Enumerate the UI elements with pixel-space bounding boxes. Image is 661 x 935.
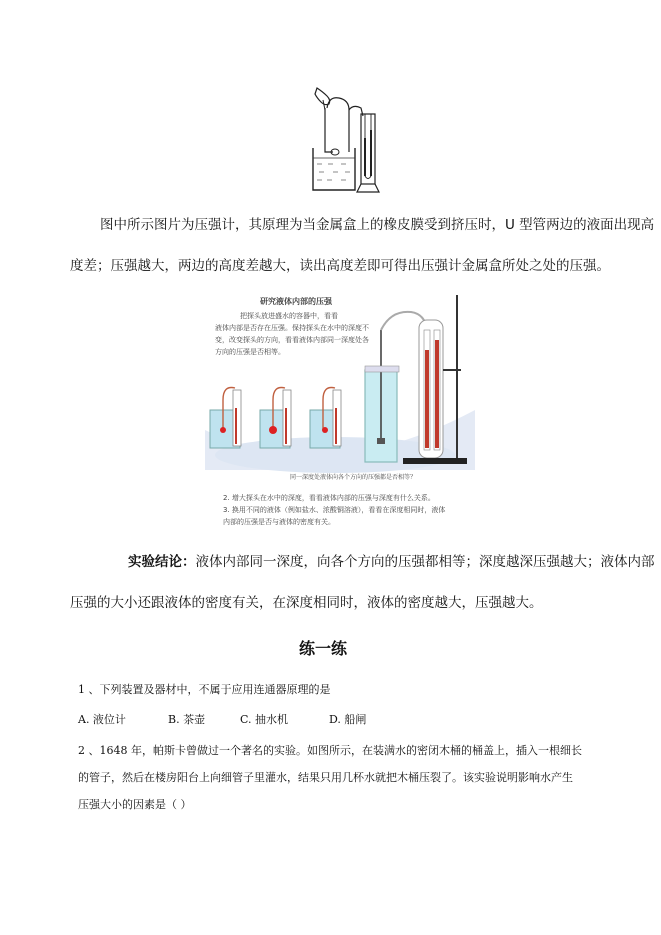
figure-description-line: 方向的压强是否相等。 [215,348,285,356]
figure-description-line: 液体内部是否存在压强。保持探头在水中的深度不 [215,324,369,332]
figure-description-line: 变，改变探头的方向，看看液体内部同一深度处各 [215,336,369,344]
experiment-figure [205,290,475,535]
figure-note-line: 2. 增大探头在水中的深度，看看液体内部的压强与深度有什么关系。 [223,494,435,502]
pressure-gauge-figure [295,86,385,196]
paragraph-line: 图中所示图片为压强计，其原理为当金属盒上的橡皮膜受到挤压时，U 型管两边的液面出现高 [100,217,655,233]
figure-note-line: 内部的压强是否与液体的密度有关。 [223,518,335,526]
figure-description [215,310,369,358]
conclusion-line: 压强的大小还跟液体的密度有关，在深度相同时，液体的密度越大，压强越大。 [70,595,543,611]
conclusion-line [128,553,655,571]
figure-note-line: 3. 换用不同的液体（例如盐水、浓酸铜溶液），看看在深度相同时，液体 [223,506,446,514]
option-d: D. 船闸 [329,713,367,726]
option-c: C. 抽水机 [240,713,289,726]
conclusion-text: 液体内部同一深度，向各个方向的压强都相等；深度越深压强越大；液体内部 [195,554,655,570]
conclusion-label: 实验结论： [128,554,196,570]
question-line: 的管子，然后在楼房阳台上向细管子里灌水，结果只用几杯水就把木桶压裂了。该实验说明影响水产生 [78,771,573,784]
question-line: 压强大小的因素是（ ） [78,798,192,811]
section-title: 练一练 [299,639,348,658]
question-stem: 1 、下列装置及器材中，不属于应用连通器原理的是 [78,683,331,696]
paragraph-line: 度差；压强越大，两边的高度差越大，读出高度差即可得出压强计金属盒所处之处的压强。 [70,258,610,274]
option-b: B. 茶壶 [168,713,206,726]
option-a: A. 液位计 [78,713,126,726]
figure-notes [223,492,445,528]
figure-heading: 研究液体内部的压强 [260,297,332,306]
question-line: 2 、1648 年，帕斯卡曾做过一个著名的实验。如图所示，在装满水的密闭木桶的桶盖上，插入一根细长 [78,744,582,757]
figure-description-line: 把探头放进盛水的容器中，看看 [240,312,338,320]
figure-caption: 同一深度处液体向各个方向的压强都是否相等？ [290,474,417,481]
